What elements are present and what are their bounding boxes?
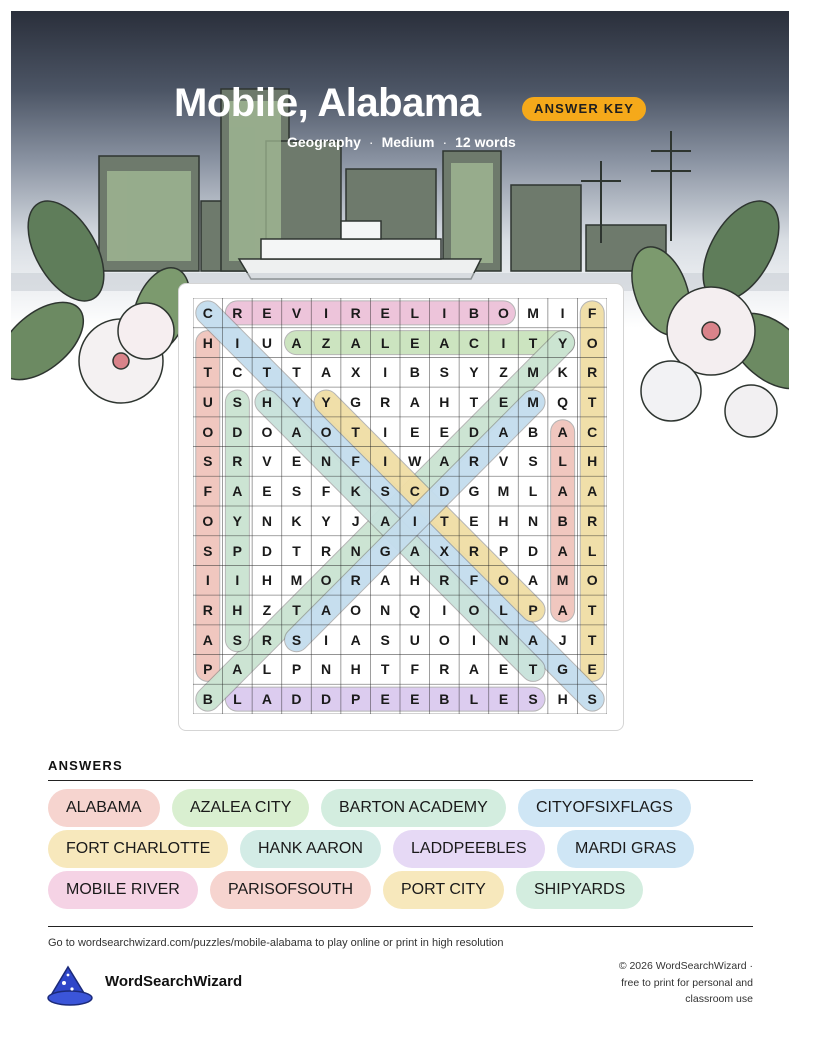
grid-cell[interactable]: S — [232, 393, 243, 410]
grid-cell[interactable]: Y — [469, 364, 479, 381]
grid-cell[interactable]: F — [469, 572, 479, 589]
grid-cell[interactable]: I — [501, 334, 506, 351]
grid-cell[interactable]: N — [350, 542, 361, 559]
grid-cell[interactable]: T — [380, 661, 390, 678]
grid-cell[interactable]: U — [261, 334, 272, 351]
grid-cell[interactable]: A — [350, 334, 361, 351]
grid-cell[interactable]: N — [321, 661, 332, 678]
grid-cell[interactable]: B — [439, 691, 450, 708]
grid-cell[interactable]: H — [409, 572, 420, 589]
grid-cell[interactable]: M — [527, 364, 539, 381]
grid-cell[interactable]: O — [498, 304, 509, 321]
grid-cell[interactable]: H — [498, 512, 509, 529]
grid-cell[interactable]: A — [409, 393, 420, 410]
grid-cell[interactable]: C — [587, 423, 598, 440]
wizard-hat-icon — [46, 963, 94, 1007]
grid-cell[interactable]: A — [380, 512, 391, 529]
grid-cell[interactable]: O — [320, 423, 332, 440]
grid-cell[interactable]: S — [587, 691, 597, 708]
grid-cell[interactable]: L — [558, 453, 567, 470]
answer-pill: LADDPEEBLES — [393, 830, 545, 868]
grid-cell[interactable]: B — [202, 691, 213, 708]
grid-cell[interactable]: A — [261, 691, 272, 708]
grid-cell[interactable]: E — [498, 393, 509, 410]
puzzle-meta — [287, 134, 516, 150]
grid-cell[interactable]: Z — [262, 601, 272, 618]
grid-cell[interactable]: O — [468, 601, 480, 618]
grid-cell[interactable]: A — [557, 423, 568, 440]
grid-cell[interactable]: I — [383, 423, 388, 440]
grid-cell[interactable]: P — [528, 601, 538, 618]
grid-cell[interactable]: P — [498, 542, 509, 559]
grid-cell[interactable]: Z — [321, 334, 331, 351]
grid-cell[interactable]: Z — [499, 364, 508, 381]
grid-cell[interactable]: J — [351, 512, 360, 529]
grid-cell[interactable]: F — [203, 483, 213, 500]
grid-cell[interactable]: R — [261, 631, 272, 648]
separator-dot: · — [368, 134, 374, 150]
grid-cell[interactable]: B — [528, 423, 539, 440]
grid-cell[interactable]: F — [351, 453, 360, 470]
grid-cell[interactable]: A — [557, 542, 568, 559]
grid-cell[interactable]: S — [380, 483, 390, 500]
grid-cell[interactable]: P — [203, 661, 213, 678]
grid-cell[interactable]: H — [261, 393, 272, 410]
grid-cell[interactable]: T — [528, 334, 538, 351]
grid-cell[interactable]: A — [380, 572, 391, 589]
difficulty-label: Medium — [381, 134, 435, 150]
grid-cell[interactable]: R — [587, 512, 598, 529]
answer-pill: PORT CITY — [383, 871, 504, 909]
grid-cell[interactable]: H — [261, 572, 272, 589]
grid-cell[interactable]: I — [412, 512, 417, 529]
grid-cell[interactable]: A — [528, 572, 539, 589]
grid-cell[interactable]: A — [350, 631, 361, 648]
grid-cell[interactable]: R — [232, 453, 243, 470]
grid-cell[interactable]: K — [557, 364, 568, 381]
grid-cell[interactable]: T — [262, 364, 272, 381]
grid-cell[interactable]: O — [438, 631, 450, 648]
grid-cell[interactable]: T — [292, 542, 301, 559]
grid-cell[interactable]: M — [527, 304, 539, 321]
grid-cell[interactable]: A — [321, 364, 332, 381]
grid-cell[interactable]: O — [261, 423, 273, 440]
footer-link-text[interactable]: Go to wordsearchwizard.com/puzzles/mobile-alabama to play online or print in high resolution — [48, 937, 504, 949]
grid-cell[interactable]: R — [439, 572, 450, 589]
grid-cell[interactable]: U — [202, 393, 213, 410]
grid-cell[interactable]: E — [498, 661, 509, 678]
grid-cell[interactable]: E — [410, 334, 420, 351]
grid-cell[interactable]: B — [468, 304, 479, 321]
divider — [48, 926, 753, 927]
grid-cell[interactable]: E — [262, 483, 272, 500]
grid-cell[interactable]: A — [557, 601, 568, 618]
grid-cell[interactable]: M — [497, 483, 510, 500]
grid-cell[interactable]: L — [528, 483, 538, 500]
grid-cell[interactable]: R — [350, 572, 361, 589]
grid-cell[interactable]: E — [380, 304, 390, 321]
separator-dot: · — [442, 134, 448, 150]
grid-cell[interactable]: Q — [409, 601, 421, 618]
grid-cell[interactable]: R — [202, 601, 213, 618]
grid-cell[interactable]: S — [203, 542, 213, 559]
answer-pill: CITYOFSIXFLAGS — [518, 789, 691, 827]
grid-cell[interactable]: A — [291, 423, 302, 440]
grid-cell[interactable]: Y — [232, 512, 243, 529]
grid-cell[interactable]: S — [203, 453, 213, 470]
answer-pill: AZALEA CITY — [172, 789, 309, 827]
copyright-line: © 2026 WordSearchWizard · — [618, 960, 753, 972]
grid-cell[interactable]: V — [262, 453, 272, 470]
grid-cell[interactable]: G — [557, 661, 569, 678]
grid-cell[interactable]: F — [410, 661, 420, 678]
grid-cell[interactable]: H — [232, 601, 243, 618]
grid-cell[interactable]: L — [469, 691, 479, 708]
answer-pill: SHIPYARDS — [516, 871, 643, 909]
copyright-line: classroom use — [685, 993, 753, 1005]
grid-cell[interactable]: M — [290, 572, 303, 589]
grid-cell[interactable]: P — [291, 661, 302, 678]
grid-cell[interactable]: D — [232, 423, 243, 440]
grid-cell[interactable]: Y — [291, 393, 302, 410]
grid-cell[interactable]: A — [232, 661, 243, 678]
grid-cell[interactable]: N — [528, 512, 539, 529]
grid-cell[interactable]: R — [380, 393, 391, 410]
grid-cell[interactable]: T — [440, 512, 449, 529]
grid-cell[interactable]: G — [350, 393, 362, 410]
grid-cell[interactable]: I — [324, 304, 328, 321]
grid-cell[interactable]: A — [232, 483, 243, 500]
grid-cell[interactable]: O — [202, 512, 214, 529]
grid-cell[interactable]: H — [587, 453, 598, 470]
grid-cell[interactable]: Y — [557, 334, 568, 351]
grid-cell[interactable]: Y — [321, 512, 331, 529]
grid-cell[interactable]: R — [321, 542, 332, 559]
grid-cell[interactable]: S — [232, 631, 243, 648]
grid-cell[interactable]: R — [587, 364, 598, 381]
grid-cell[interactable]: E — [262, 304, 272, 321]
grid-cell[interactable]: D — [291, 691, 302, 708]
grid-cell[interactable]: P — [350, 691, 361, 708]
grid-cell[interactable]: A — [409, 542, 420, 559]
grid-cell[interactable]: O — [586, 334, 598, 351]
grid-cell[interactable]: O — [586, 572, 598, 589]
grid-cell[interactable]: B — [409, 364, 420, 381]
grid-cell[interactable]: E — [587, 661, 597, 678]
answer-pill: FORT CHARLOTTE — [48, 830, 228, 868]
grid-cell[interactable]: M — [527, 393, 539, 410]
grid-cell[interactable]: I — [235, 334, 240, 351]
answer-pill: HANK AARON — [240, 830, 381, 868]
grid-cell[interactable]: T — [587, 393, 597, 410]
answer-pill: MOBILE RIVER — [48, 871, 198, 909]
brand-name[interactable]: WordSearchWizard — [105, 973, 243, 990]
grid-cell[interactable]: L — [410, 304, 420, 321]
page-title: Mobile, Alabama — [174, 81, 481, 125]
grid-cell[interactable]: I — [235, 572, 240, 589]
grid-cell[interactable]: N — [321, 453, 332, 470]
grid-cell[interactable]: S — [528, 691, 538, 708]
grid-cell[interactable]: T — [292, 601, 301, 618]
grid-cell[interactable]: A — [587, 483, 598, 500]
grid-cell[interactable]: S — [291, 631, 302, 648]
grid-cell[interactable]: E — [439, 423, 450, 440]
grid-cell[interactable]: D — [468, 423, 479, 440]
grid-cell[interactable]: K — [350, 483, 361, 500]
grid-cell[interactable]: R — [232, 304, 243, 321]
grid-cell[interactable]: F — [321, 483, 331, 500]
grid-cell[interactable]: A — [321, 601, 332, 618]
answer-pill: MARDI GRAS — [557, 830, 694, 868]
grid-cell[interactable]: A — [202, 631, 213, 648]
grid-cell[interactable]: C — [409, 483, 420, 500]
grid-cell[interactable]: K — [291, 512, 302, 529]
grid-cell[interactable]: B — [557, 512, 568, 529]
grid-cell[interactable]: T — [469, 393, 479, 410]
grid-cell[interactable]: O — [202, 423, 214, 440]
grid-cell[interactable]: I — [442, 601, 447, 618]
grid-cell[interactable]: G — [379, 542, 391, 559]
grid-cell[interactable]: N — [498, 631, 509, 648]
answers-heading: ANSWERS — [48, 758, 123, 773]
grid-cell[interactable]: E — [498, 691, 509, 708]
grid-cell[interactable]: J — [558, 631, 567, 648]
grid-cell[interactable]: L — [380, 334, 390, 351]
grid-cell[interactable]: N — [261, 512, 272, 529]
grid-cell[interactable]: E — [410, 691, 420, 708]
grid-cell[interactable]: V — [291, 304, 302, 321]
grid-cell[interactable]: L — [499, 601, 508, 618]
grid-cell[interactable]: R — [468, 453, 479, 470]
grid-cell[interactable]: A — [498, 423, 509, 440]
grid-cell[interactable]: R — [439, 661, 450, 678]
answer-pill: BARTON ACADEMY — [321, 789, 506, 827]
grid-cell[interactable]: L — [262, 661, 272, 678]
grid-cell[interactable]: M — [556, 572, 569, 589]
grid-cell[interactable]: H — [350, 661, 361, 678]
grid-cell[interactable]: I — [442, 304, 447, 321]
grid-cell[interactable]: L — [587, 542, 597, 559]
word-search-grid[interactable] — [193, 298, 607, 714]
grid-cell[interactable]: C — [232, 364, 243, 381]
grid-cell[interactable]: T — [203, 364, 213, 381]
grid-cell[interactable]: S — [439, 364, 450, 381]
grid-cell[interactable]: D — [528, 542, 539, 559]
grid-cell[interactable]: E — [380, 691, 390, 708]
grid-cell[interactable]: T — [587, 601, 597, 618]
grid-cell[interactable]: E — [410, 423, 420, 440]
grid-cell[interactable]: I — [205, 572, 210, 589]
divider — [48, 780, 753, 781]
grid-cell[interactable]: V — [498, 453, 509, 470]
copyright-line: free to print for personal and — [621, 976, 753, 989]
grid-cell[interactable]: C — [468, 334, 479, 351]
grid-cell[interactable]: O — [350, 601, 362, 618]
grid-cell[interactable]: T — [351, 423, 360, 440]
grid-cell[interactable]: A — [528, 631, 539, 648]
grid-cell[interactable]: S — [291, 483, 302, 500]
word-count-label: 12 words — [455, 134, 516, 150]
grid-cell[interactable]: P — [232, 542, 243, 559]
grid-cell[interactable]: I — [471, 631, 476, 648]
grid-cell[interactable]: R — [350, 304, 361, 321]
grid-cell[interactable]: E — [291, 453, 302, 470]
grid-cell[interactable]: E — [469, 512, 479, 529]
grid-cell[interactable]: F — [587, 304, 597, 321]
grid-cell[interactable]: G — [468, 483, 480, 500]
grid-cell[interactable]: T — [528, 661, 538, 678]
grid-cell[interactable]: O — [320, 572, 332, 589]
grid-cell[interactable]: A — [468, 661, 479, 678]
grid-cell[interactable]: A — [557, 483, 568, 500]
grid-cell[interactable]: D — [439, 483, 450, 500]
grid-cell[interactable]: Q — [557, 393, 569, 410]
grid-cell[interactable]: I — [383, 364, 388, 381]
grid-cell[interactable]: W — [408, 453, 422, 470]
answer-key-badge: ANSWER KEY — [522, 97, 646, 121]
grid-cell[interactable]: O — [498, 572, 509, 589]
grid-cell[interactable]: A — [439, 453, 450, 470]
grid-cell[interactable]: U — [409, 631, 420, 648]
grid-cell[interactable]: C — [202, 304, 213, 321]
grid-cell[interactable]: I — [383, 453, 388, 470]
grid-cell[interactable]: Y — [321, 393, 331, 410]
grid-cell[interactable]: A — [291, 334, 302, 351]
grid-cell[interactable]: I — [324, 631, 328, 648]
grid-cell[interactable]: H — [439, 393, 450, 410]
grid-cell[interactable]: S — [380, 631, 390, 648]
grid-cell[interactable]: I — [560, 304, 565, 321]
grid-cell[interactable]: D — [321, 691, 332, 708]
copyright-notice — [583, 958, 753, 1008]
grid-cell[interactable]: H — [557, 691, 568, 708]
grid-cell[interactable]: S — [528, 453, 538, 470]
grid-cell[interactable]: T — [292, 364, 301, 381]
grid-cell[interactable]: T — [587, 631, 597, 648]
grid-cell[interactable]: H — [202, 334, 213, 351]
grid-cell[interactable]: L — [233, 691, 242, 708]
grid-cell[interactable]: X — [350, 364, 361, 381]
answer-pill: ALABAMA — [48, 789, 160, 827]
grid-cell[interactable]: X — [439, 542, 450, 559]
grid-cell[interactable]: A — [439, 334, 450, 351]
answer-pill: PARISOFSOUTH — [210, 871, 371, 909]
category-label: Geography — [287, 134, 361, 150]
grid-cell[interactable]: R — [468, 542, 479, 559]
grid-cell[interactable]: N — [380, 601, 391, 618]
grid-cell[interactable]: D — [261, 542, 272, 559]
